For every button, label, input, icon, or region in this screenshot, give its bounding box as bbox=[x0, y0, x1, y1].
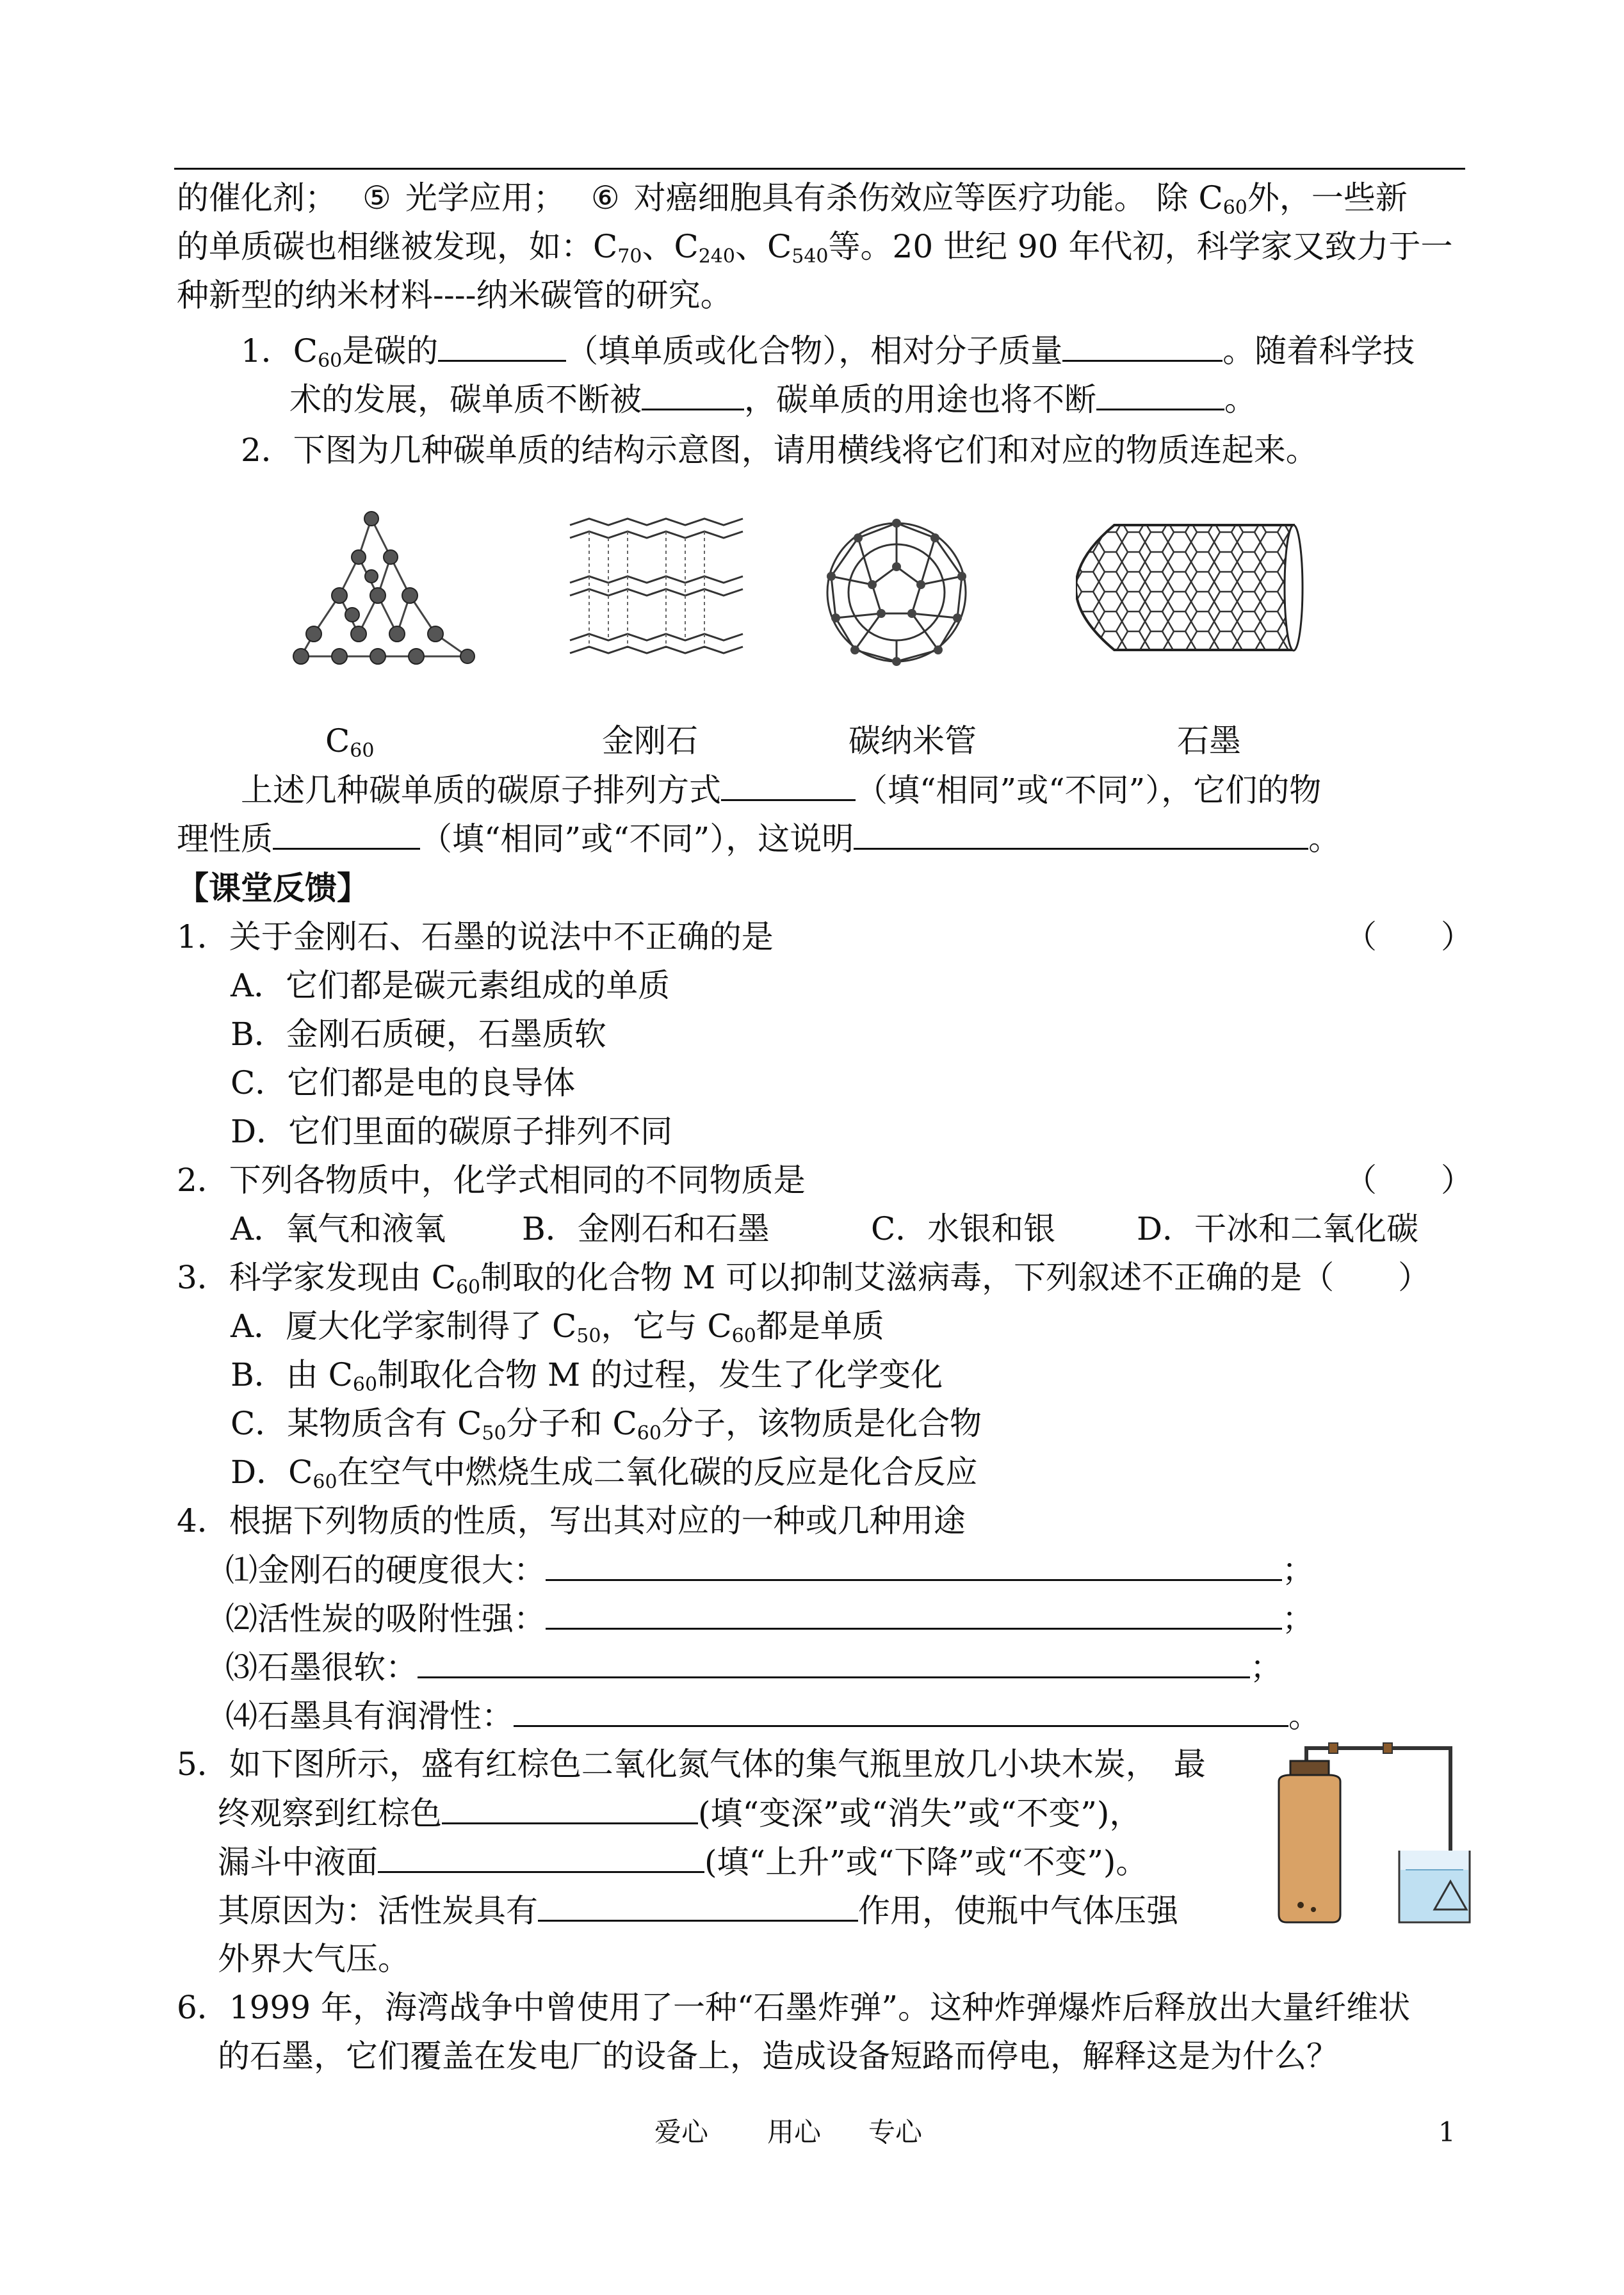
text: A．厦大化学家制得了 C bbox=[231, 1308, 577, 1345]
option[interactable]: A．氧气和液氧 bbox=[231, 1210, 446, 1247]
text: 上述几种碳单质的碳原子排列方式 bbox=[241, 772, 721, 809]
blank-field[interactable] bbox=[418, 1643, 1250, 1678]
option[interactable]: C．它们都是电的良导体 bbox=[231, 1064, 576, 1101]
q1-text: 术的发展，碳单质不断被 bbox=[289, 381, 642, 418]
intro-text: 的催化剂； bbox=[177, 179, 337, 216]
subscript: 60 bbox=[455, 1276, 481, 1299]
feedback-5-line-3 bbox=[218, 1838, 1148, 1886]
text: ⑶石墨很软： bbox=[225, 1649, 418, 1686]
feedback-6-line-1: 6．1999 年，海湾战争中曾使用了一种“石墨炸弹”。这种炸弹爆炸后释放出大量纤维状 bbox=[177, 1989, 1411, 2026]
blank-field[interactable] bbox=[854, 815, 1308, 850]
subscript: 60 bbox=[637, 1422, 662, 1445]
blank-field[interactable] bbox=[442, 1789, 698, 1824]
answer-paren[interactable]: （ ） bbox=[1345, 918, 1473, 955]
subscript: 60 bbox=[352, 1374, 378, 1396]
nanotube-structure-icon bbox=[1076, 512, 1306, 666]
q1-text: 。随着科学技 bbox=[1222, 332, 1415, 369]
use-item bbox=[225, 1643, 1282, 1691]
after-figure-line-2 bbox=[177, 815, 1340, 863]
text: ； bbox=[1282, 1600, 1314, 1637]
intro-text: 、C bbox=[642, 228, 699, 265]
intro-text: 外，一些新 bbox=[1247, 179, 1408, 216]
subscript: 60 bbox=[731, 1325, 756, 1347]
intro-text: 、C bbox=[735, 228, 792, 265]
intro-line-3: 种新型的纳米材料----纳米碳管的研究。 bbox=[177, 277, 733, 314]
circled-6: ⑥ bbox=[590, 179, 620, 216]
feedback-6-line-2: 的石墨，它们覆盖在发电厂的设备上，造成设备短路而停电，解释这是为什么？ bbox=[218, 2038, 1338, 2075]
text: （填“相同”或“不同”），它们的物 bbox=[856, 772, 1322, 809]
text: 分子和 C bbox=[506, 1405, 637, 1442]
feedback-5-line-1: 5．如下图所示，盛有红棕色二氧化氮气体的集气瓶里放几小块木炭， 最 bbox=[177, 1746, 1206, 1783]
feedback-4-stem: 4．根据下列物质的性质，写出其对应的一种或几种用途 bbox=[177, 1502, 966, 1539]
subscript: 50 bbox=[482, 1422, 507, 1445]
subscript: 60 bbox=[318, 350, 343, 372]
text: 其原因为：活性炭具有 bbox=[218, 1892, 538, 1929]
text: ⑷石墨具有润滑性： bbox=[225, 1698, 514, 1735]
feedback-5-line-2 bbox=[218, 1789, 1141, 1837]
text: ； bbox=[1250, 1649, 1282, 1686]
label-text: C bbox=[325, 722, 350, 759]
text: ，它与 C bbox=[601, 1308, 732, 1345]
text: ⑵活性炭的吸附性强： bbox=[225, 1600, 546, 1637]
feedback-1-stem: 1．关于金刚石、石墨的说法中不正确的是 bbox=[177, 918, 774, 955]
footer-motto-2: 用心 bbox=[767, 2116, 822, 2148]
blank-field[interactable] bbox=[721, 766, 856, 801]
label-diamond: 金刚石 bbox=[602, 722, 698, 759]
blank-field[interactable] bbox=[546, 1546, 1282, 1581]
blank-field[interactable] bbox=[546, 1594, 1282, 1630]
q1-text: （填单质或化合物），相对分子质量 bbox=[566, 332, 1063, 369]
graphite-structure-icon bbox=[564, 512, 749, 672]
section-title-feedback: 【课堂反馈】 bbox=[177, 869, 369, 907]
text: C．某物质含有 C bbox=[231, 1405, 482, 1442]
intro-text: 的单质碳也相继被发现，如：C bbox=[177, 228, 618, 265]
option[interactable]: D．它们里面的碳原子排列不同 bbox=[231, 1113, 673, 1150]
text: 制取化合物 M 的过程，发生了化学变化 bbox=[377, 1356, 943, 1393]
subscript: 70 bbox=[617, 245, 642, 268]
blank-field[interactable] bbox=[1096, 375, 1224, 410]
text: D．C bbox=[231, 1454, 313, 1491]
blank-field[interactable] bbox=[642, 375, 744, 410]
blank-field[interactable] bbox=[438, 327, 566, 362]
after-figure-line-1 bbox=[241, 766, 1321, 814]
intro-text: 对癌细胞具有杀伤效应等医疗功能。 除 C bbox=[633, 179, 1223, 216]
label-nanotube: 碳纳米管 bbox=[849, 722, 977, 759]
option[interactable]: B．金刚石质硬，石墨质软 bbox=[231, 1016, 606, 1053]
feedback-5-line-4 bbox=[218, 1886, 1178, 1934]
use-item bbox=[225, 1594, 1314, 1642]
text: 作用，使瓶中气体压强 bbox=[858, 1892, 1178, 1929]
answer-paren[interactable]: （ ） bbox=[1345, 1162, 1473, 1199]
text: ； bbox=[1282, 1552, 1314, 1589]
subscript: 60 bbox=[1222, 197, 1247, 219]
text: 漏斗中液面 bbox=[218, 1844, 378, 1881]
text: 都是单质 bbox=[756, 1308, 884, 1345]
intro-text: 光学应用； bbox=[405, 179, 565, 216]
subscript: 240 bbox=[698, 245, 735, 268]
text: (填“变深”或“消失”或“不变”)， bbox=[698, 1795, 1142, 1832]
option[interactable]: A．它们都是碳元素组成的单质 bbox=[231, 967, 670, 1004]
q1-text: 是碳的 bbox=[342, 332, 439, 369]
feedback-5-line-5: 外界大气压。 bbox=[218, 1940, 410, 1977]
text: 。 bbox=[1308, 820, 1341, 857]
label-graphite: 石墨 bbox=[1177, 722, 1241, 759]
page-number: 1 bbox=[1438, 2116, 1456, 2148]
use-item bbox=[225, 1546, 1314, 1594]
blank-field[interactable] bbox=[273, 815, 420, 850]
subscript: 60 bbox=[313, 1471, 337, 1493]
blank-field[interactable] bbox=[378, 1838, 704, 1873]
footer-motto-3: 专心 bbox=[868, 2116, 923, 2148]
q1-text: 。 bbox=[1224, 381, 1256, 418]
subscript: 50 bbox=[576, 1325, 601, 1347]
text: B．由 C bbox=[231, 1356, 353, 1393]
intro-text: 等。20 世纪 90 年代初，科学家又致力于一 bbox=[828, 228, 1453, 265]
use-item bbox=[225, 1692, 1320, 1740]
text: 理性质 bbox=[177, 820, 273, 857]
text: 。 bbox=[1288, 1698, 1320, 1735]
text: 3．科学家发现由 C bbox=[177, 1259, 456, 1296]
blank-field[interactable] bbox=[514, 1692, 1288, 1727]
q1-text: 1．C bbox=[241, 332, 318, 369]
footer-motto-1: 爱心 bbox=[654, 2116, 709, 2148]
circled-5: ⑤ bbox=[362, 179, 391, 216]
q1-text: ，碳单质的用途也将不断 bbox=[744, 381, 1096, 418]
subscript: 540 bbox=[792, 245, 829, 268]
text: (填“上升”或“下降”或“不变”)。 bbox=[704, 1844, 1148, 1881]
text: 终观察到红棕色 bbox=[218, 1795, 442, 1832]
text: 分子，该物质是化合物 bbox=[661, 1405, 982, 1442]
option[interactable]: D．干冰和二氧化碳 bbox=[1137, 1210, 1419, 1247]
text: （填“相同”或“不同”），这说明 bbox=[420, 820, 854, 857]
feedback-2-stem: 2．下列各物质中，化学式相同的不同物质是 bbox=[177, 1162, 806, 1199]
question-1-line-2 bbox=[289, 375, 1256, 423]
option[interactable]: C．水银和银 bbox=[871, 1210, 1056, 1247]
header-rule bbox=[174, 168, 1465, 170]
blank-field[interactable] bbox=[538, 1886, 858, 1922]
text: 在空气中燃烧生成二氧化碳的反应是化合反应 bbox=[337, 1454, 978, 1491]
diamond-structure-icon bbox=[275, 499, 487, 679]
subscript: 60 bbox=[350, 740, 375, 762]
text: ⑴金刚石的硬度很大： bbox=[225, 1552, 546, 1589]
question-2-line: 2．下图为几种碳单质的结构示意图，请用横线将它们和对应的物质连起来。 bbox=[241, 432, 1318, 469]
c60-structure-icon bbox=[820, 506, 973, 679]
option[interactable]: B．金刚石和石墨 bbox=[522, 1210, 770, 1247]
text: 制取的化合物 M 可以抑制艾滋病毒，下列叙述不正确的是（ ） bbox=[480, 1259, 1431, 1296]
blank-field[interactable] bbox=[1062, 327, 1222, 362]
gas-bottle-apparatus-icon bbox=[1271, 1742, 1476, 1927]
